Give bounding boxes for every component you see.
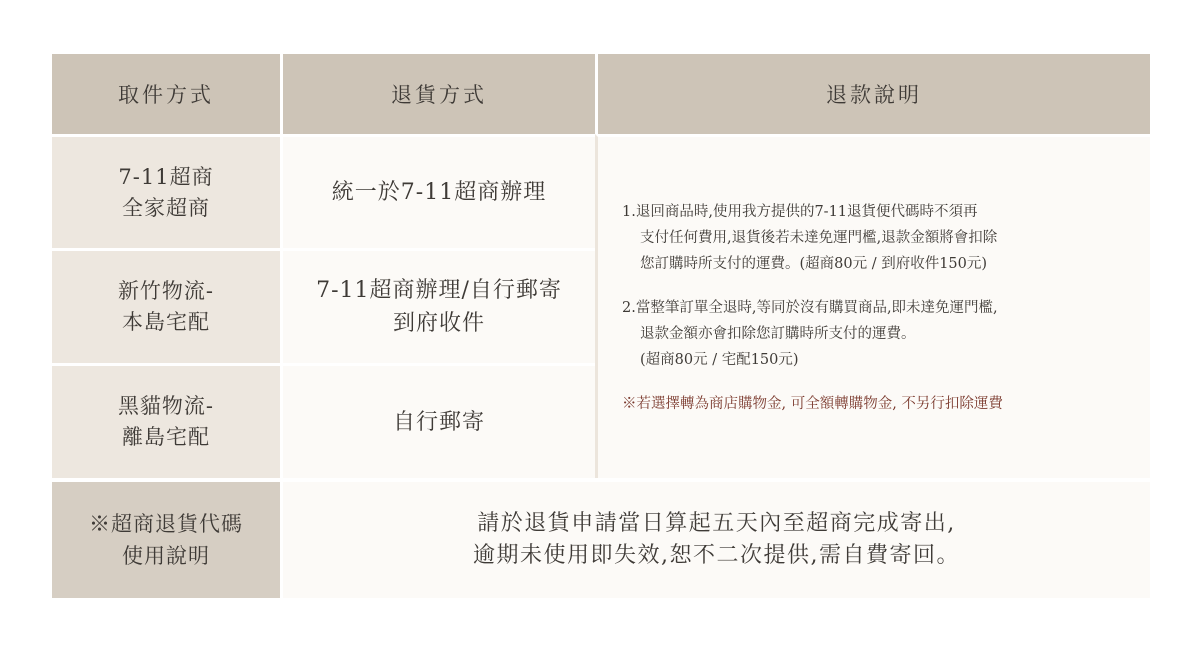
- pickup-line: 本島宅配: [122, 310, 210, 334]
- pickup-line: 新竹物流-: [117, 279, 215, 303]
- refund-explanation: [595, 134, 1150, 478]
- refund-note-2: 2.當整筆訂單全退時,等同於沒有購買商品,即未達免運門檻, 退款金額亦會扣除您訂購時所支付的運費。 (超商80元 / 宅配150元): [622, 299, 998, 368]
- header-return-method: 退貨方式: [280, 54, 595, 134]
- return-line: 7-11超商辦理/自行郵寄: [316, 278, 562, 303]
- header-refund-info: 退款說明: [595, 54, 1150, 134]
- store-credit-warning: ※若選擇轉為商店購物金, 可全額轉購物金, 不另行扣除運費: [622, 395, 1003, 412]
- return-code-usage-label: ※超商退貨代碼 使用說明: [52, 478, 280, 598]
- pickup-cell-convenience-store: [52, 134, 280, 248]
- pickup-cell-black-cat-logistics: [52, 363, 280, 478]
- pickup-line: 7-11超商: [118, 164, 214, 189]
- pickup-line: 離島宅配: [122, 425, 210, 449]
- return-code-usage-text: 請於退貨申請當日算起五天內至超商完成寄出, 逾期未使用即失效,恕不二次提供,需自費寄回。: [280, 478, 1150, 598]
- pickup-line: 黑貓物流-: [117, 394, 215, 418]
- pickup-line: 全家超商: [122, 195, 210, 220]
- refund-note-1: 1.退回商品時,使用我方提供的7-11退貨便代碼時不須再 支付任何費用,退貨後若未達免運門檻,退款金額將會扣除 您訂購時所支付的運費。(超商80元 / 到府收件150元): [622, 203, 998, 272]
- return-line: 統一於7-11超商辦理: [331, 180, 547, 205]
- pickup-cell-hsinchu-logistics: [52, 248, 280, 363]
- return-line: 到府收件: [392, 311, 485, 336]
- return-cell-convenience-store: [280, 134, 595, 248]
- return-cell-hsinchu-logistics: [280, 248, 595, 363]
- return-cell-black-cat-logistics: [280, 363, 595, 478]
- header-pickup-method: 取件方式: [52, 54, 280, 134]
- return-line: 自行郵寄: [392, 409, 485, 435]
- return-policy-table: [52, 54, 1150, 598]
